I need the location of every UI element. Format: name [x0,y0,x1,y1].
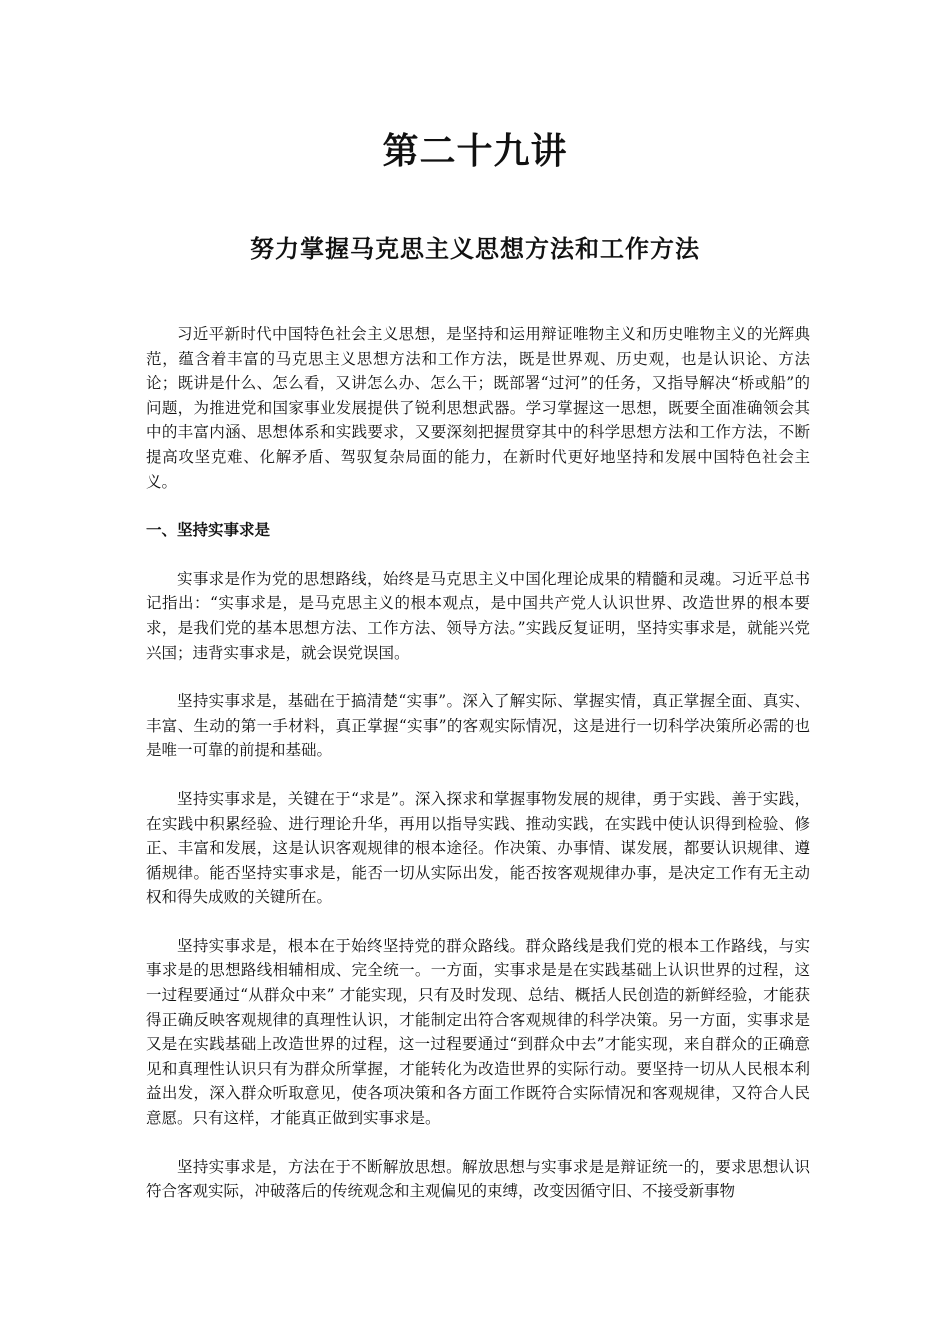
body-paragraph: 实事求是作为党的思想路线，始终是马克思主义中国化理论成果的精髓和灵魂。习近平总书记指出：“实事求是，是马克思主义的根本观点，是中国共产党人认识世界、改造世界的根本要求，是我们党的基本思想方法、工作方法、领导方法。”实践反复证明，坚持实事求是，就能兴党兴国；违背实事求是，就会误党误国。 [146,569,810,662]
body-paragraph: 坚持实事求是，关键在于“求是”。深入探求和掌握事物发展的规律，勇于实践、善于实践，在实践中积累经验、进行理论升华，再用以指导实践、推动实践，在实践中使认识得到检验、修正、丰富和发展，这是认识客观规律的根本途径。作决策、办事情、谋发展，都要认识规律、遵循规律。能否坚持实事求是，能否一切从实际出发，能否按客观规律办事，是决定工作有无主动权和得失成败的关键所在。 [146,789,810,907]
body-paragraph: 坚持实事求是，方法在于不断解放思想。解放思想与实事求是是辩证统一的，要求思想认识符合客观实际，冲破落后的传统观念和主观偏见的束缚，改变因循守旧、不接受新事物 [146,1157,810,1201]
intro-paragraph: 习近平新时代中国特色社会主义思想，是坚持和运用辩证唯物主义和历史唯物主义的光辉典范，蕴含着丰富的马克思主义思想方法和工作方法，既是世界观、历史观，也是认识论、方法论；既讲是什么、怎么看，又讲怎么办、怎么干；既部署“过河”的任务，又指导解决“桥或船”的问题，为推进党和国家事业发展提供了锐利思想武器。学习掌握这一思想，既要全面准确领会其中的丰富内涵、思想体系和实践要求，又要深刻把握贯穿其中的科学思想方法和工作方法，不断提高攻坚克难、化解矛盾、驾驭复杂局面的能力，在新时代更好地坚持和发展中国特色社会主义。 [146,325,810,491]
body-paragraph: 坚持实事求是，根本在于始终坚持党的群众路线。群众路线是我们党的根本工作路线，与实事求是的思想路线相辅相成、完全统一。一方面，实事求是是在实践基础上认识世界的过程，这一过程要通过“从群众中来” 才能实现，只有及时发现、总结、概括人民创造的新鲜经验，才能获得正确反映客观规律的真理性认识，才能制定出符合客观规律的科学决策。另一方面，实事求是又是在实践基础上改造世界的过程，这一过程要通过“到群众中去”才能实现，来自群众的正确意见和真理性认识只有为群众所掌握，才能转化为改造世界的实际行动。要坚持一切从人民根本利益出发，深入群众听取意见，使各项决策和各方面工作既符合实际情况和客观规律，又符合人民意愿。只有这样，才能真正做到实事求是。 [146,936,810,1128]
body-text [146,322,810,1228]
lecture-title: 第二十九讲 [382,130,568,172]
body-paragraph: 坚持实事求是，基础在于搞清楚“实事”。深入了解实际、掌握实情，真正掌握全面、真实、丰富、生动的第一手材料，真正掌握“实事”的客观实际情况，这是进行一切科学决策所必需的也是唯一可靠的前提和基础。 [146,692,810,760]
lecture-subtitle: 努力掌握马克思主义思想方法和工作方法 [250,234,700,263]
section-heading: 一、坚持实事求是 [146,521,271,540]
